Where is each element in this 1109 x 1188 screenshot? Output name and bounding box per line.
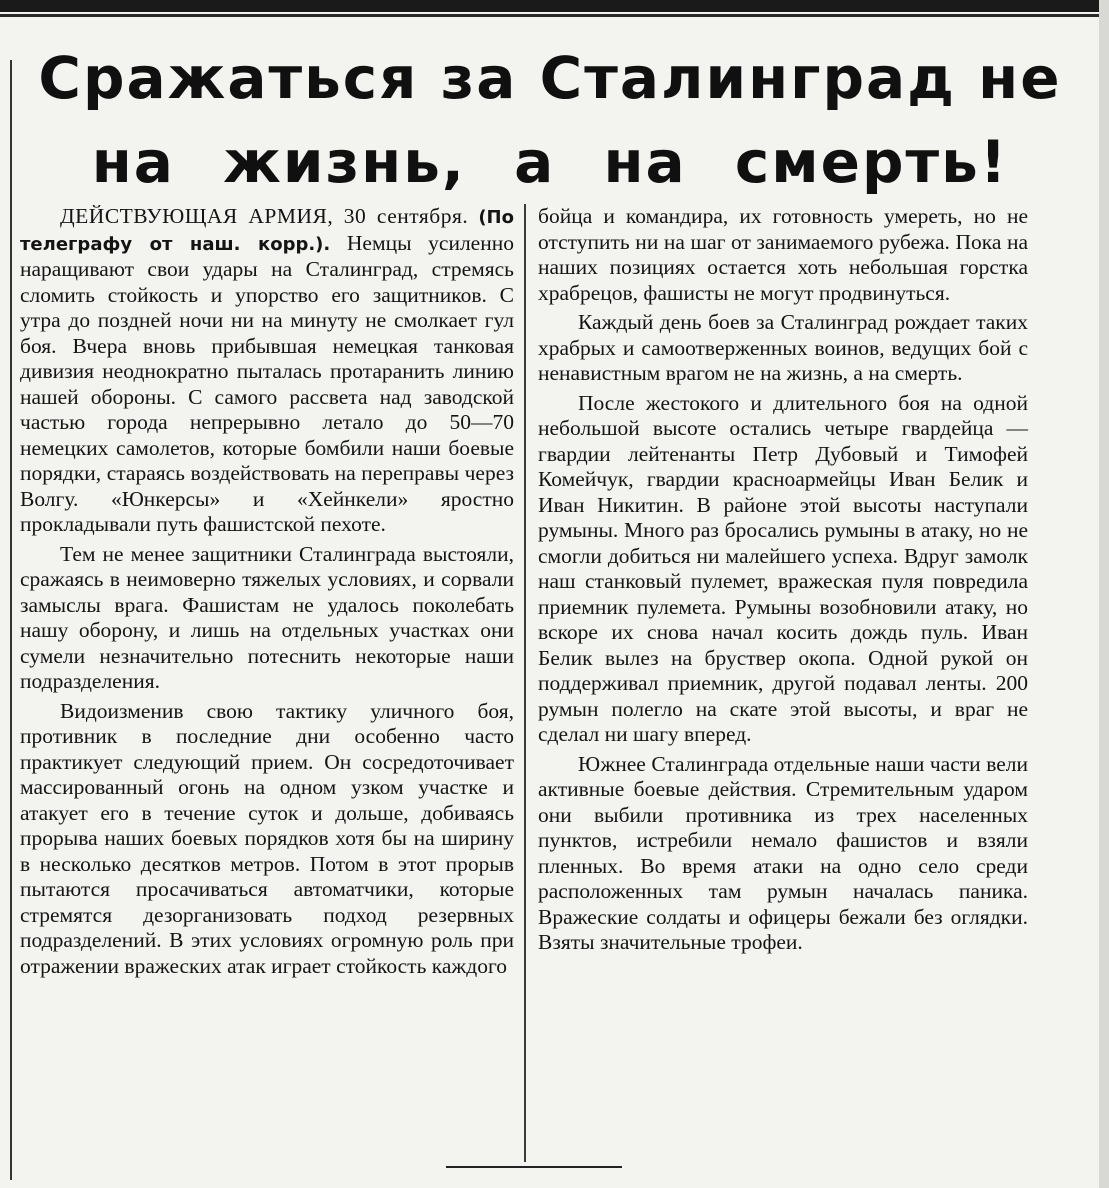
article-column-right [538, 204, 1028, 956]
dateline: ДЕЙСТВУЮЩАЯ АРМИЯ, 30 сентября. [60, 204, 469, 228]
article-paragraph: Южнее Сталинграда отдельные наши части вели активные боевые действия. Стремительным ударом они выбили противника из трех населенных пунктов, истребили немало фашистов и взяли пленных. Во время атаки на одно село среди расположенных там румын началась паника. Вражеские солдаты и офицеры бежали без оглядки. Взяты значительные трофеи. [538, 751, 1028, 954]
article-paragraph: После жестокого и длительного боя на одной небольшой высоте остались четыре гвардейца — гвардии лейтенанты Петр Дубовый и Тимофей Комейчук, гвардии красноармейцы Иван Белик и Иван Никитин. В районе этой высоты наступали румыны. Много раз бросались румыны в атаку, но не смогли добиться ни малейшего успеха. Вдруг замолк наш станковый пулемет, вражеская пуля повредила приемник пулемета. Румыны возобновили атаку, но вскоре их снова начал косить дождь пуль. Иван Белик вылез на бруствер окопа. Одной рукой он поддерживал приемник, другой подавал ленты. 200 румын полегло на скате этой высоты, и враг не сделал ни шагу вперед. [538, 390, 1028, 746]
article-column-left [20, 204, 514, 979]
column-divider [524, 204, 526, 1162]
headline-line-2: на жизнь, а на смерть! [91, 128, 1009, 196]
article-paragraph [20, 204, 514, 538]
headline-line-1: Сражаться за Сталинград не [38, 44, 1062, 112]
source-credit: (По телеграфу от наш. корр.). [20, 207, 514, 255]
left-margin-rule [10, 60, 12, 1180]
paragraph-text: Немцы усиленно наращивают свои удары на Сталинград, стремясь сломить стойкость и упорство его защитников. С утра до поздней ночи ни на минуту не смолкает гул боя. Вчера вновь прибывшая немецкая танковая дивизия неоднократно пыталась протаранить линию нашей обороны. С самого рассвета над заводской частью города непрерывно летало до 50—70 немецких самолетов, которые бомбили наши боевые порядки, стараясь воздействовать на переправы через Волгу. «Юнкерсы» и «Хейнкели» яростно прокладывали путь фашистской пехоте. [20, 230, 514, 536]
page-edge [1099, 0, 1109, 1188]
article-paragraph: Каждый день боев за Сталинград рождает таких храбрых и самоотверженных воинов, ведущих бой с ненавистным врагом не на жизнь, а на смерть. [538, 310, 1028, 385]
top-border-rule [0, 0, 1109, 12]
article-end-rule [446, 1166, 622, 1168]
article-paragraph: Видоизменив свою тактику уличного боя, противник в последние дни особенно часто практикует следующий прием. Он сосредоточивает массированный огонь на одном узком участке и атакует его в течение суток и дольше, добиваясь прорыва наших боевых порядков хотя бы на ширину в несколько десятков метров. Потом в этот прорыв пытаются просачиваться автоматчики, которые стремятся дезорганизовать подход резервных подразделений. В этих условиях огромную роль при отражении вражеских атак играет стойкость каждого [20, 698, 514, 978]
article-paragraph-continued: бойца и командира, их готовность умереть, но не отступить ни на шаг от занимаемого рубежа. Пока на наших позициях остается хоть небольшая горстка храбрецов, фашисты не могут продвинуться. [538, 204, 1028, 305]
article-paragraph: Тем не менее защитники Сталинграда выстояли, сражаясь в неимоверно тяжелых условиях, и сорвали замыслы врага. Фашистам не удалось поколебать нашу оборону, и лишь на отдельных участках они сумели незначительно потеснить некоторые наши подразделения. [20, 541, 514, 693]
headline [20, 36, 1080, 204]
top-border-rule-secondary [0, 14, 1109, 17]
